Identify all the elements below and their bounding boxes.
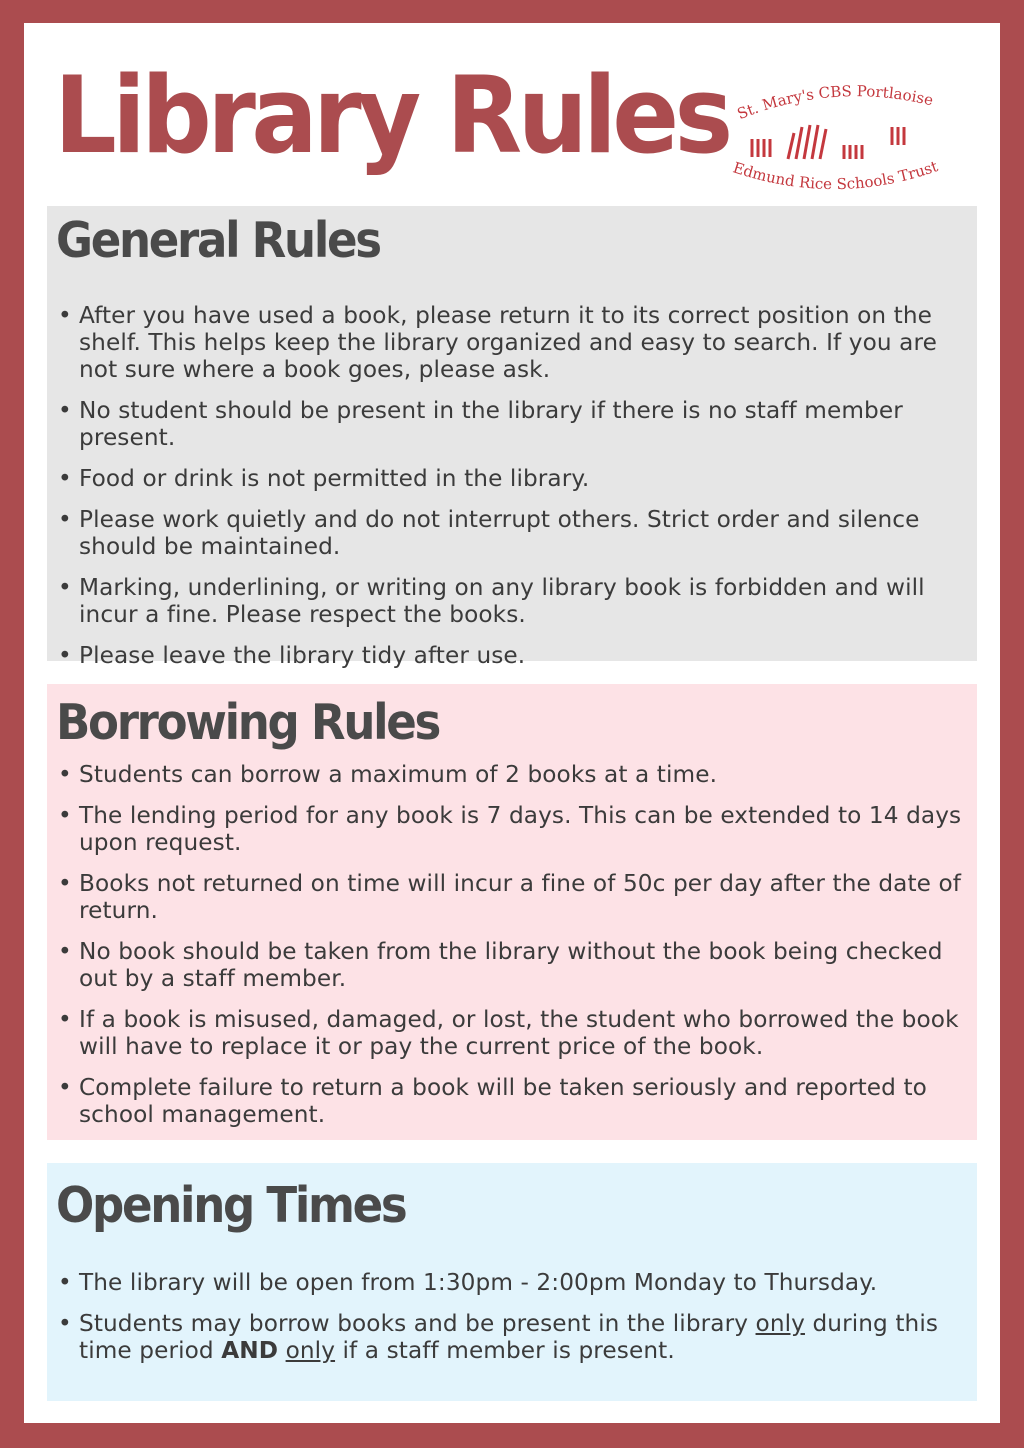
list-item: • Complete failure to return a book will be taken seriously and reported to school management. — [58, 1074, 927, 1128]
general-rules-list — [56, 302, 963, 683]
emphasis-and: AND — [221, 1337, 279, 1364]
opening-times-list — [56, 1269, 963, 1378]
bullet-icon: • — [58, 802, 72, 829]
logo-top-text: St. Mary's CBS Portlaoise — [734, 82, 935, 124]
general-rules-panel — [47, 206, 977, 669]
list-item: • Food or drink is not permitted in the library. — [58, 465, 590, 492]
borrowing-rules-panel — [47, 684, 977, 1140]
list-item: • Students may borrow books and be present in the library only during this time period AND only if a staff member is present. — [58, 1310, 939, 1364]
list-item: • Books not returned on time will incur a fine of 50c per day after the date of return. — [58, 870, 962, 924]
list-item: • The library will be open from 1:30pm - 2:00pm Monday to Thursday. — [58, 1269, 878, 1296]
emphasis-only: only — [285, 1337, 336, 1364]
borrowing-rules-list — [56, 761, 963, 1142]
emphasis-only: only — [755, 1310, 805, 1337]
list-item: • Please work quietly and do not interrupt others. Strict order and silence should be maintained. — [58, 506, 920, 560]
general-rules-heading: General Rules — [56, 212, 380, 269]
list-item: • No book should be taken from the library without the book being checked out by a staff member. — [58, 938, 943, 992]
list-item: • After you have used a book, please return it to its correct position on the shelf. This helps keep the library organized and easy to search. If you are not sure where a book goes, please ask. — [58, 302, 937, 383]
list-item: • Marking, underlining, or writing on any library book is forbidden and will incur a fine. Please respect the books. — [58, 574, 925, 628]
bullet-icon: • — [58, 1310, 72, 1337]
poster — [24, 23, 1000, 1423]
list-item: • Students can borrow a maximum of 2 books at a time. — [58, 761, 718, 788]
bullet-icon: • — [58, 506, 72, 533]
list-item: • No student should be present in the library if there is no staff member present. — [58, 397, 903, 451]
school-logo — [722, 59, 958, 209]
bullet-icon: • — [58, 397, 72, 424]
page-title: Library Rules — [54, 54, 729, 177]
bullet-icon: • — [58, 302, 72, 329]
bullet-icon: • — [58, 938, 72, 965]
opening-times-panel — [47, 1163, 977, 1401]
bullet-icon: • — [58, 465, 72, 492]
opening-times-heading: Opening Times — [56, 1177, 406, 1234]
bullet-icon: • — [58, 761, 72, 788]
borrowing-rules-heading: Borrowing Rules — [56, 694, 440, 751]
list-item: • The lending period for any book is 7 days. This can be extended to 14 days upon request. — [58, 802, 962, 856]
bullet-icon: • — [58, 1269, 72, 1296]
bullet-icon: • — [58, 1074, 72, 1101]
list-item: • If a book is misused, damaged, or lost, the student who borrowed the book will have to replace it or pay the current price of the book. — [58, 1006, 959, 1060]
bullet-icon: • — [58, 642, 72, 669]
bullet-icon: • — [58, 1006, 72, 1033]
bullet-icon: • — [58, 574, 72, 601]
logo-bottom-text: Edmund Rice Schools Trust — [730, 157, 941, 194]
logo-bars-icon — [752, 125, 904, 159]
bullet-icon: • — [58, 870, 72, 897]
list-item: • Please leave the library tidy after use. — [58, 642, 526, 669]
